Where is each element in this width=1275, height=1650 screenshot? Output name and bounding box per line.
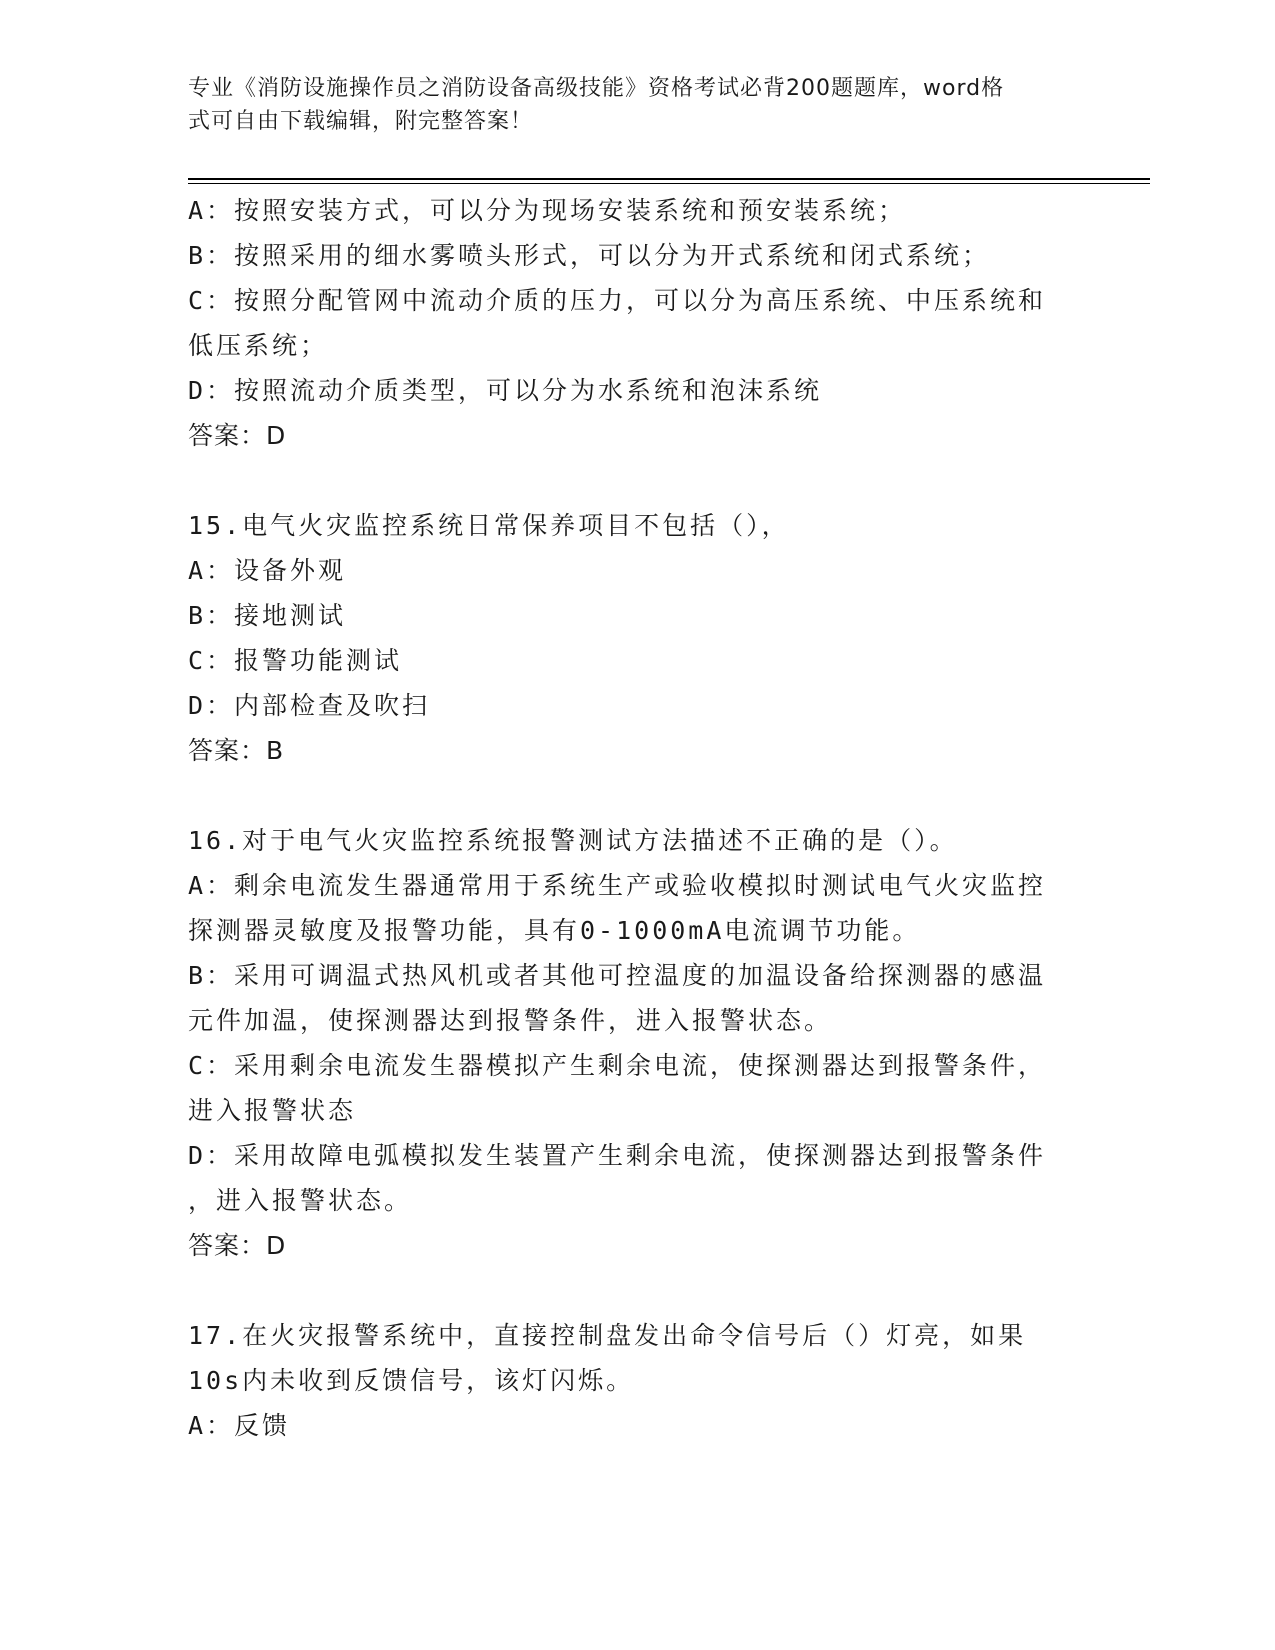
option-b: B：按照采用的细水雾喷头形式，可以分为开式系统和闭式系统； bbox=[188, 241, 991, 270]
answer: 答案：B bbox=[188, 736, 285, 765]
header-divider-thin bbox=[188, 183, 1150, 184]
question-14 bbox=[188, 188, 1088, 458]
header-divider-thick bbox=[188, 178, 1150, 180]
option-b: B：接地测试 bbox=[188, 601, 347, 630]
option-c-continued: 低压系统； bbox=[188, 331, 329, 360]
option-b-continued: 元件加温，使探测器达到报警条件，进入报警状态。 bbox=[188, 1006, 833, 1035]
document-header bbox=[188, 72, 1068, 138]
option-a: A：反馈 bbox=[188, 1411, 291, 1440]
spacer bbox=[188, 1268, 1088, 1313]
option-c-continued: 进入报警状态 bbox=[188, 1096, 357, 1125]
question-stem: 15.电气火灾监控系统日常保养项目不包括（）， bbox=[188, 511, 790, 540]
option-a: A：设备外观 bbox=[188, 556, 347, 585]
option-a: A：剩余电流发生器通常用于系统生产或验收模拟时测试电气火灾监控 bbox=[188, 871, 1047, 900]
option-b: B：采用可调温式热风机或者其他可控温度的加温设备给探测器的感温 bbox=[188, 961, 1047, 990]
header-line-1: 专业《消防设施操作员之消防设备高级技能》资格考试必背200题题库，word格 bbox=[188, 76, 1005, 101]
question-list bbox=[188, 188, 1088, 1448]
option-a: A：按照安装方式，可以分为现场安装系统和预安装系统； bbox=[188, 196, 907, 225]
spacer bbox=[188, 458, 1088, 503]
option-d: D：内部检查及吹扫 bbox=[188, 691, 431, 720]
answer: 答案：D bbox=[188, 421, 287, 450]
question-17 bbox=[188, 1313, 1088, 1448]
option-c: C：采用剩余电流发生器模拟产生剩余电流，使探测器达到报警条件， bbox=[188, 1051, 1047, 1080]
option-a-continued: 探测器灵敏度及报警功能，具有0-1000mA电流调节功能。 bbox=[188, 916, 921, 945]
question-stem-continued: 10s内未收到反馈信号，该灯闪烁。 bbox=[188, 1366, 635, 1395]
question-stem: 16.对于电气火灾监控系统报警测试方法描述不正确的是（）。 bbox=[188, 826, 958, 855]
question-15 bbox=[188, 503, 1088, 773]
header-line-2: 式可自由下载编辑，附完整答案！ bbox=[188, 109, 534, 134]
question-16 bbox=[188, 818, 1088, 1268]
answer: 答案：D bbox=[188, 1231, 287, 1260]
option-d: D：按照流动介质类型，可以分为水系统和泡沫系统 bbox=[188, 376, 823, 405]
option-d: D：采用故障电弧模拟发生装置产生剩余电流，使探测器达到报警条件 bbox=[188, 1141, 1047, 1170]
spacer bbox=[188, 773, 1088, 818]
option-d-continued: ，进入报警状态。 bbox=[188, 1186, 413, 1215]
question-stem: 17.在火灾报警系统中，直接控制盘发出命令信号后（）灯亮，如果 bbox=[188, 1321, 1027, 1350]
option-c: C：报警功能测试 bbox=[188, 646, 403, 675]
option-c: C：按照分配管网中流动介质的压力，可以分为高压系统、中压系统和 bbox=[188, 286, 1047, 315]
